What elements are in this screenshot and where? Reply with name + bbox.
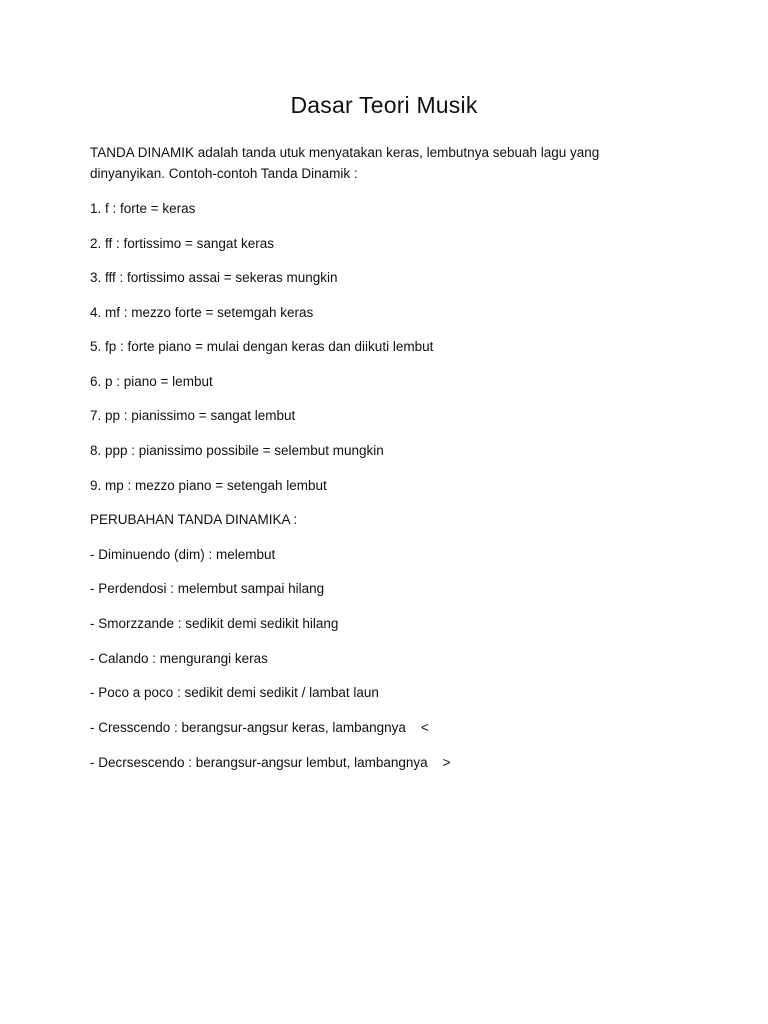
dynamic-item-3: 3. fff : fortissimo assai = sekeras mungkin: [90, 270, 338, 285]
dynamic-item-7: 7. pp : pianissimo = sangat lembut: [90, 408, 296, 423]
dynamic-item-1: 1. f : forte = keras: [90, 201, 196, 216]
dynamic-item-9: 9. mp : mezzo piano = setengah lembut: [90, 478, 327, 493]
dynamic-item-8: 8. ppp : pianissimo possibile = selembut mungkin: [90, 443, 384, 458]
dynamic-item-6: 6. p : piano = lembut: [90, 374, 213, 389]
change-item-4: - Calando : mengurangi keras: [90, 651, 268, 666]
change-item-5: - Poco a poco : sedikit demi sedikit / lambat laun: [90, 685, 379, 700]
change-item-1: - Diminuendo (dim) : melembut: [90, 547, 276, 562]
change-item-3: - Smorzzande : sedikit demi sedikit hilang: [90, 616, 339, 631]
changes-heading: PERUBAHAN TANDA DINAMIKA :: [90, 512, 298, 527]
dynamic-item-5: 5. fp : forte piano = mulai dengan keras dan diikuti lembut: [90, 339, 434, 354]
page-title: Dasar Teori Musik: [290, 92, 478, 118]
change-item-2: - Perdendosi : melembut sampai hilang: [90, 581, 325, 596]
dynamic-item-4: 4. mf : mezzo forte = setemgah keras: [90, 305, 314, 320]
dynamic-item-2: 2. ff : fortissimo = sangat keras: [90, 236, 274, 251]
change-item-6: - Cresscendo : berangsur-angsur keras, lambangnya <: [90, 720, 429, 735]
change-item-7: - Decrsescendo : berangsur-angsur lembut, lambangnya >: [90, 755, 451, 770]
intro-paragraph: TANDA DINAMIK adalah tanda utuk menyatakan keras, lembutnya sebuah lagu yang dinyanyikan. Contoh-contoh Tanda Dinamik :: [90, 145, 600, 181]
